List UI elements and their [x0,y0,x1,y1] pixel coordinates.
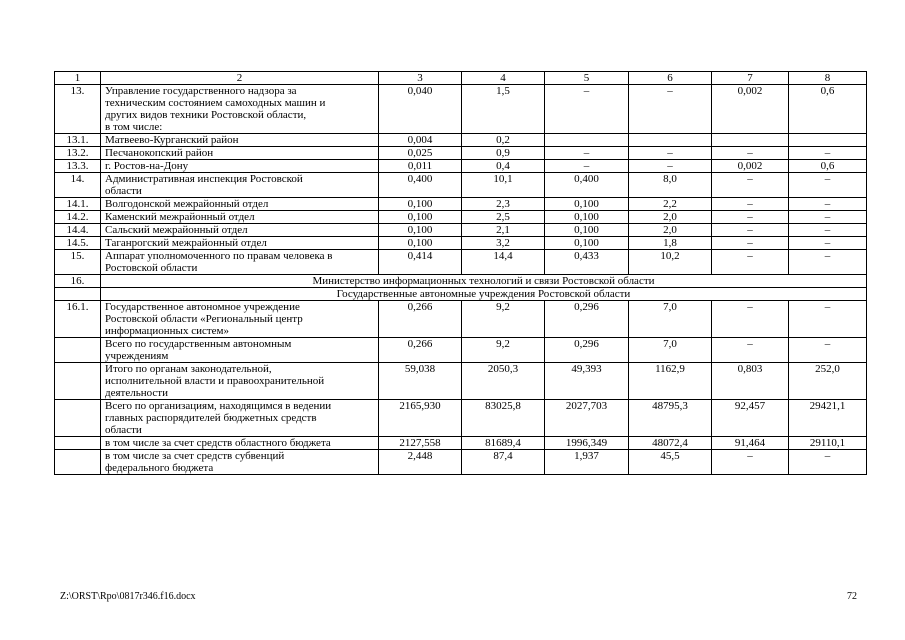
col-6-value: 1162,9 [629,363,712,400]
col-8-value: – [789,450,867,475]
column-number-header [55,72,867,85]
table-row [55,237,867,250]
col-6-value: 7,0 [629,301,712,338]
row-number: 13.3. [55,160,101,173]
col-8-value [789,134,867,147]
col-7-value [712,134,789,147]
col-4-value: 3,2 [462,237,545,250]
col-6-value: 2,0 [629,224,712,237]
header-cell: 6 [629,72,712,85]
row-name: в том числе за счет средств областного бюджета [101,437,379,450]
col-4-value: 0,4 [462,160,545,173]
col-7-value: – [712,450,789,475]
header-cell: 4 [462,72,545,85]
col-7-value: – [712,211,789,224]
row-name: Песчанокопский район [101,147,379,160]
col-7-value: – [712,237,789,250]
col-3-value: 0,400 [379,173,462,198]
table-row [55,363,867,400]
row-name: Итого по органам законодательной, исполнительной власти и правоохранительной деятельности [101,363,379,400]
col-4-value: 0,2 [462,134,545,147]
col-8-value: 0,6 [789,160,867,173]
col-4-value: 10,1 [462,173,545,198]
col-5-value [545,134,629,147]
col-6-value: 8,0 [629,173,712,198]
col-4-value: 9,2 [462,338,545,363]
col-5-value: 0,100 [545,224,629,237]
col-6-value: 2,0 [629,211,712,224]
col-3-value: 0,266 [379,338,462,363]
col-7-value: – [712,250,789,275]
header-cell: 3 [379,72,462,85]
col-5-value: 49,393 [545,363,629,400]
col-7-value: – [712,224,789,237]
col-7-value: 0,002 [712,85,789,134]
col-7-value: – [712,173,789,198]
table-row [55,173,867,198]
col-7-value: – [712,198,789,211]
col-6-value: – [629,160,712,173]
col-5-value: 0,100 [545,211,629,224]
section-title: Министерство информационных технологий и связи Ростовской области [101,275,867,288]
row-number [55,437,101,450]
table-row [55,85,867,134]
col-6-value: 10,2 [629,250,712,275]
col-8-value: – [789,198,867,211]
row-name: Сальский межрайонный отдел [101,224,379,237]
table-row [55,450,867,475]
page-number: 72 [847,591,857,602]
row-name: Каменский межрайонный отдел [101,211,379,224]
col-3-value: 0,025 [379,147,462,160]
col-6-value [629,134,712,147]
col-8-value: 29421,1 [789,400,867,437]
col-7-value: – [712,147,789,160]
col-8-value: – [789,224,867,237]
footer-file-path: Z:\ORST\Rpo\0817r346.f16.docx [60,591,196,602]
table-row [55,400,867,437]
row-name: в том числе за счет средств субвенций федерального бюджета [101,450,379,475]
col-3-value: 0,100 [379,211,462,224]
header-cell: 8 [789,72,867,85]
col-6-value: 2,2 [629,198,712,211]
col-3-value: 0,100 [379,224,462,237]
col-7-value: – [712,338,789,363]
row-number: 16.1. [55,301,101,338]
row-number: 14.4. [55,224,101,237]
col-8-value: 252,0 [789,363,867,400]
col-6-value: – [629,147,712,160]
row-number: 14. [55,173,101,198]
subsection-title: Государственные автономные учреждения Ростовской области [101,288,867,301]
col-3-value: 0,011 [379,160,462,173]
row-number [55,363,101,400]
table-row [55,147,867,160]
col-4-value: 2,1 [462,224,545,237]
col-4-value: 9,2 [462,301,545,338]
col-3-value: 0,100 [379,198,462,211]
row-name: Волгодонской межрайонный отдел [101,198,379,211]
col-7-value: 0,803 [712,363,789,400]
col-4-value: 87,4 [462,450,545,475]
col-4-value: 2,5 [462,211,545,224]
table-row [55,224,867,237]
table-body [55,72,867,475]
col-4-value: 0,9 [462,147,545,160]
col-3-value: 0,414 [379,250,462,275]
row-name: Матвеево-Курганский район [101,134,379,147]
col-3-value: 2127,558 [379,437,462,450]
subsection-row [55,288,867,301]
row-number: 13. [55,85,101,134]
col-3-value: 2165,930 [379,400,462,437]
col-5-value: – [545,147,629,160]
header-cell: 7 [712,72,789,85]
col-5-value: 0,296 [545,301,629,338]
col-4-value: 2,3 [462,198,545,211]
row-number: 14.2. [55,211,101,224]
col-3-value: 59,038 [379,363,462,400]
row-name: г. Ростов-на-Дону [101,160,379,173]
row-name: Аппарат уполномоченного по правам человека в Ростовской области [101,250,379,275]
col-8-value: – [789,250,867,275]
row-name: Административная инспекция Ростовской области [101,173,379,198]
col-8-value: 0,6 [789,85,867,134]
col-6-value: 1,8 [629,237,712,250]
col-6-value: – [629,85,712,134]
row-number: 15. [55,250,101,275]
col-7-value: – [712,301,789,338]
col-4-value: 81689,4 [462,437,545,450]
row-number [55,450,101,475]
data-table [54,71,867,475]
col-4-value: 1,5 [462,85,545,134]
col-5-value: 0,100 [545,237,629,250]
col-3-value: 2,448 [379,450,462,475]
col-6-value: 48795,3 [629,400,712,437]
col-3-value: 0,100 [379,237,462,250]
row-number: 14.5. [55,237,101,250]
col-6-value: 48072,4 [629,437,712,450]
header-cell: 5 [545,72,629,85]
col-3-value: 0,266 [379,301,462,338]
col-5-value: 2027,703 [545,400,629,437]
col-7-value: 92,457 [712,400,789,437]
col-5-value: 0,433 [545,250,629,275]
col-4-value: 2050,3 [462,363,545,400]
table-row [55,338,867,363]
header-cell: 1 [55,72,101,85]
col-5-value: – [545,85,629,134]
col-8-value: – [789,147,867,160]
row-name: Всего по государственным автономным учреждениям [101,338,379,363]
col-8-value: – [789,237,867,250]
col-8-value: – [789,301,867,338]
table-row [55,211,867,224]
table-row [55,134,867,147]
row-number: 13.1. [55,134,101,147]
col-8-value: – [789,173,867,198]
table-row [55,160,867,173]
header-cell: 2 [101,72,379,85]
row-number [55,338,101,363]
col-3-value: 0,004 [379,134,462,147]
col-8-value: 29110,1 [789,437,867,450]
section-row [55,275,867,288]
col-5-value: 0,100 [545,198,629,211]
row-number: 14.1. [55,198,101,211]
table-row [55,198,867,211]
col-7-value: 0,002 [712,160,789,173]
col-8-value: – [789,211,867,224]
col-4-value: 14,4 [462,250,545,275]
row-number [55,288,101,301]
col-7-value: 91,464 [712,437,789,450]
row-name: Государственное автономное учреждение Ростовской области «Региональный центр информационных систем» [101,301,379,338]
col-4-value: 83025,8 [462,400,545,437]
row-name: Таганрогский межрайонный отдел [101,237,379,250]
row-number: 13.2. [55,147,101,160]
row-name: Управление государственного надзора за техническим состоянием самоходных машин и других видов техники Ростовской области, в том числе: [101,85,379,134]
col-5-value: 0,400 [545,173,629,198]
col-5-value: – [545,160,629,173]
table-row [55,301,867,338]
col-3-value: 0,040 [379,85,462,134]
col-5-value: 1996,349 [545,437,629,450]
col-5-value: 0,296 [545,338,629,363]
col-5-value: 1,937 [545,450,629,475]
col-6-value: 45,5 [629,450,712,475]
col-6-value: 7,0 [629,338,712,363]
row-number [55,400,101,437]
row-number: 16. [55,275,101,288]
table-row [55,250,867,275]
table-row [55,437,867,450]
col-8-value: – [789,338,867,363]
row-name: Всего по организациям, находящимся в ведении главных распорядителей бюджетных средств области [101,400,379,437]
